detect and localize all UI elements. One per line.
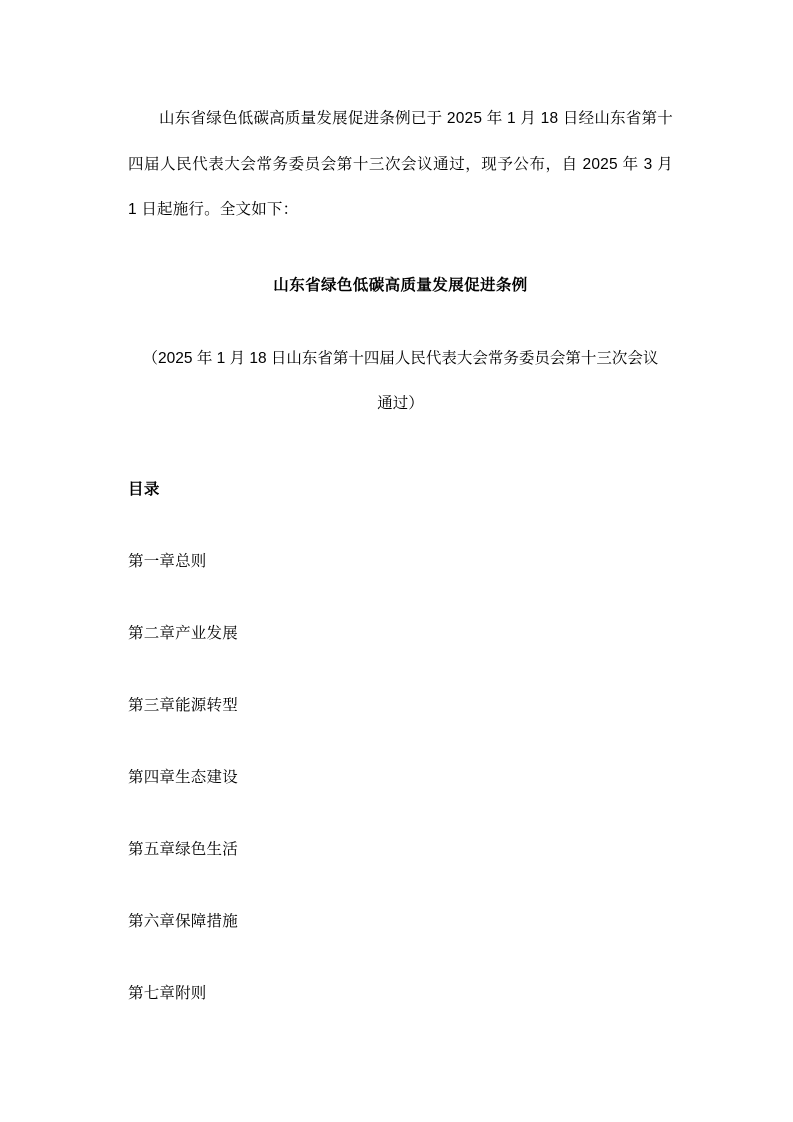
table-of-contents-heading: 目录 <box>128 481 160 499</box>
toc-item-chapter-2[interactable]: 第二章产业发展 <box>128 625 238 643</box>
document-subtitle: （2025 年 1 月 18 日山东省第十四届人民代表大会常务委员会第十三次会议通过） <box>142 350 659 413</box>
toc-item-chapter-3[interactable]: 第三章能源转型 <box>128 697 238 715</box>
toc-item-chapter-6[interactable]: 第六章保障措施 <box>128 913 238 931</box>
table-of-contents-list <box>128 549 673 1003</box>
toc-item-chapter-4[interactable]: 第四章生态建设 <box>128 769 238 787</box>
toc-item-chapter-5[interactable]: 第五章绿色生活 <box>128 841 238 859</box>
toc-item-chapter-1[interactable]: 第一章总则 <box>128 553 207 571</box>
toc-item-chapter-7[interactable]: 第七章附则 <box>128 985 207 1003</box>
preamble-paragraph: 山东省绿色低碳高质量发展促进条例已于 2025 年 1 月 18 日经山东省第十四届人民代表大会常务委员会第十三次会议通过，现予公布，自 2025 年 3 月 1 日起施行。全文如下： <box>128 110 673 219</box>
document-title: 山东省绿色低碳高质量发展促进条例 <box>273 277 528 295</box>
